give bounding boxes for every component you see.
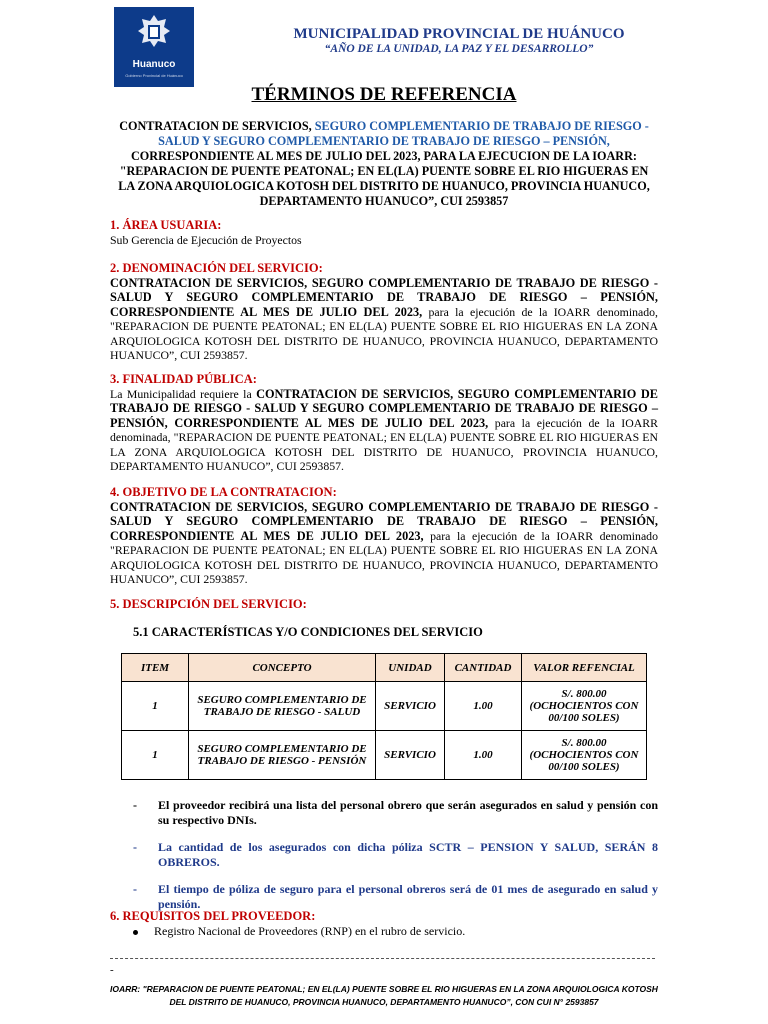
section-heading: 4. OBJETIVO DE LA CONTRATACION: [110,485,337,499]
section-body: Sub Gerencia de Ejecución de Proyectos [110,232,302,247]
cell-cantidad: 1.00 [445,731,522,780]
column-header-cantidad: CANTIDAD [445,654,522,682]
logo-subtext: Gobierno Provincial de Huánuco [125,73,183,78]
cell-unidad: SERVICIO [376,731,445,780]
list-item-text: El proveedor recibirá una lista del personal obrero que serán asegurados en salud y pensión con su respectivo DNIs. [158,798,658,827]
intro-paragraph [110,119,658,209]
table-row [122,731,647,780]
subsection-heading: 5.1 CARACTERÍSTICAS Y/O CONDICIONES DEL SERVICIO [133,625,483,639]
cell-concepto: SEGURO COMPLEMENTARIO DE TRABAJO DE RIESGO - PENSIÓN [189,731,376,780]
footer-line-2: DEL DISTRITO DE HUANUCO, PROVINCIA HUANUCO, DEPARTAMENTO HUANUCO”, CON CUI N° 2593857 [169,997,599,1007]
cell-valor: S/. 800.00 (OCHOCIENTOS CON 00/100 SOLES) [522,682,647,731]
column-header-concepto: CONCEPTO [189,654,376,682]
section-heading: 3. FINALIDAD PÚBLICA: [110,372,257,386]
cell-concepto: SEGURO COMPLEMENTARIO DE TRABAJO DE RIESGO - SALUD [189,682,376,731]
section-heading: 1. ÁREA USUARIA: [110,218,222,232]
section-descripcion [110,597,658,612]
list-item [133,840,658,869]
footer-dash: - [110,964,114,976]
year-motto: “AÑO DE LA UNIDAD, LA PAZ Y EL DESARROLLO” [324,43,594,55]
intro-part-3: CORRESPONDIENTE AL MES DE JULIO DEL 2023, PARA LA EJECUCION DE LA IOARR: "REPARACION DE PUENTE PEATONAL; EN EL(LA) PUENTE SOBRE EL RIO HIGUERAS EN LA ZONA ARQUIOLOGICA KOTOSH DEL DISTRITO DE HUANUCO, PROVINCIA HUANUCO, DEPARTAMENTO HUANUCO”, CUI 2593857 [118,149,650,208]
section-objetivo [110,485,658,587]
list-item [133,882,658,911]
footer-divider [110,958,655,959]
organization-name: MUNICIPALIDAD PROVINCIAL DE HUÁNUCO [293,26,625,42]
column-header-item: ITEM [122,654,189,682]
cell-item: 1 [122,682,189,731]
requirement-text: Registro Nacional de Proveedores (RNP) en el rubro de servicio. [154,924,466,938]
section-body [110,276,658,363]
section-body [110,387,658,474]
dash-marker: - [133,840,137,854]
list-item-text: El tiempo de póliza de seguro para el personal obreros será de 01 mes de asegurado en salud y pensión. [158,882,658,911]
cell-item: 1 [122,731,189,780]
section-body [110,500,658,587]
municipality-logo [114,7,194,87]
service-table [121,653,647,780]
section-body-bold: CONTRATACION DE SERVICIOS, SEGURO COMPLEMENTARIO DE TRABAJO DE RIESGO - SALUD Y SEGURO COMPLEMENTARIO DE TRABAJO DE RIESGO – PENSIÓN, CORRESPONDIENTE AL MES DE JULIO DEL 2023, [110,386,658,430]
dash-marker: - [133,798,137,812]
table-header-row [122,654,647,682]
section-body-pre: La Municipalidad requiere la [110,386,257,401]
section-denominacion [110,261,658,363]
section-body-normal: para la ejecución de la IOARR denominada, "REPARACION DE PUENTE PEATONAL; EN EL(LA) PUENTE SOBRE EL RIO HIGUERAS EN LA ZONA ARQUIOLOGICA KOTOSH DEL DISTRITO DE HUANUCO, PROVINCIA HUANUCO, DEPARTAMENTO HUANUCO”, CUI 2593857. [110,415,658,473]
list-item [133,798,658,827]
section-body-normal: para la ejecución de la IOARR denominado, "REPARACION DE PUENTE PEATONAL; EN EL(LA) PUENTE SOBRE EL RIO HIGUERAS EN LA ZONA ARQUIOLOGICA KOTOSH DEL DISTRITO DE HUANUCO, PROVINCIA HUANUCO, DEPARTAMENTO HUANUCO”, CUI 2593857. [110,304,658,362]
column-header-unidad: UNIDAD [376,654,445,682]
cell-valor: S/. 800.00 (OCHOCIENTOS CON 00/100 SOLES) [522,731,647,780]
page-footer [100,983,668,1009]
table-row [122,682,647,731]
section-heading: 5. DESCRIPCIÓN DEL SERVICIO: [110,597,307,611]
bullet-dot-icon [133,930,138,935]
footer-line-1: IOARR: "REPARACION DE PUENTE PEATONAL; EN EL(LA) PUENTE SOBRE EL RIO HIGUERAS EN LA ZONA ARQUIOLOGICA KOTOSH [110,984,658,994]
intro-part-1: CONTRATACION DE SERVICIOS, [119,119,315,133]
requirement-item [133,924,465,939]
intro-part-2: SEGURO COMPLEMENTARIO DE TRABAJO DE RIESGO - SALUD Y SEGURO COMPLEMENTARIO DE TRABAJO DE RIESGO – PENSIÓN, [158,119,649,148]
section-body-normal: para la ejecución de la IOARR denominado "REPARACION DE PUENTE PEATONAL; EN EL(LA) PUENTE SOBRE EL RIO HIGUERAS EN LA ZONA ARQUIOLOGICA KOTOSH DEL DISTRITO DE HUANUCO, PROVINCIA HUANUCO, DEPARTAMENTO HUANUCO”, CUI 2593857. [110,528,658,586]
column-header-valor: VALOR REFENCIAL [522,654,647,682]
section-body-bold: CONTRATACION DE SERVICIOS, SEGURO COMPLEMENTARIO DE TRABAJO DE RIESGO - SALUD Y SEGURO COMPLEMENTARIO DE TRABAJO DE RIESGO – PENSIÓN, CORRESPONDIENTE AL MES DE JULIO DEL 2023, [110,499,658,543]
dash-marker: - [133,882,137,896]
logo-text: Huanuco [132,59,176,70]
section-heading: 2. DENOMINACIÓN DEL SERVICIO: [110,261,323,275]
section-body-bold: CONTRATACION DE SERVICIOS, SEGURO COMPLEMENTARIO DE TRABAJO DE RIESGO - SALUD Y SEGURO COMPLEMENTARIO DE TRABAJO DE RIESGO – PENSIÓN, CORRESPONDIENTE AL MES DE JULIO DEL 2023, [110,275,658,319]
section-heading: 6. REQUISITOS DEL PROVEEDOR: [110,909,316,923]
cell-cantidad: 1.00 [445,682,522,731]
document-title: TÉRMINOS DE REFERENCIA [251,84,517,105]
section-requisitos [110,909,658,924]
cell-unidad: SERVICIO [376,682,445,731]
list-item-text: La cantidad de los asegurados con dicha póliza SCTR – PENSION Y SALUD, SERÁN 8 OBREROS. [158,840,658,869]
section-area-usuaria [110,218,658,247]
section-finalidad [110,372,658,474]
